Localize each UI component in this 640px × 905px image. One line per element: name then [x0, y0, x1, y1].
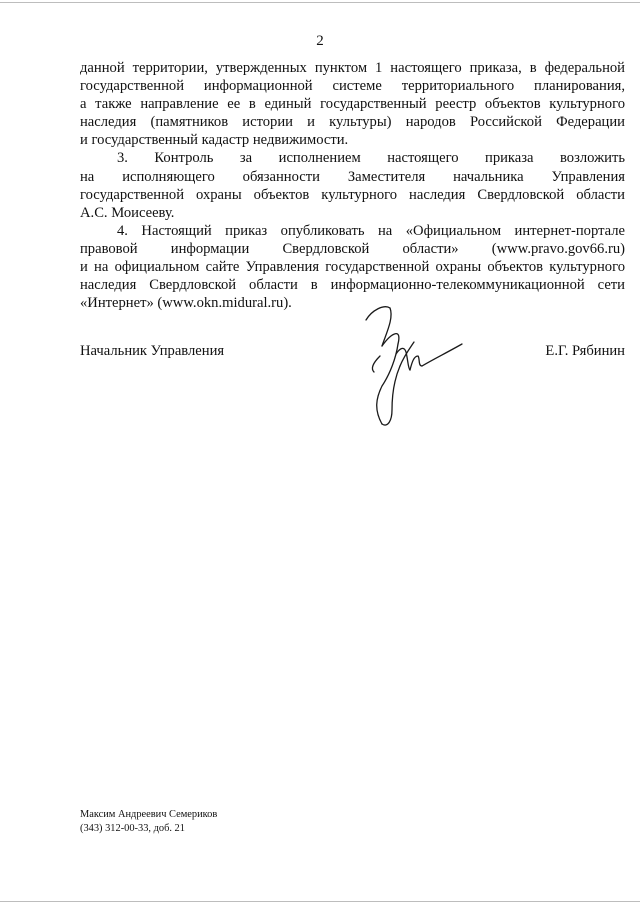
signer-title: Начальник Управления [80, 343, 225, 359]
text-line: на исполняющего обязанности Заместителя начальника Управления [80, 168, 625, 185]
text-line: государственной охраны объектов культурного наследия Свердловской области [80, 186, 625, 203]
text-line: 4. Настоящий приказ опубликовать на «Официальном интернет-портале [117, 222, 625, 239]
text-line: а также направление ее в единый государственный реестр объектов культурного [80, 96, 625, 113]
text-line: «Интернет» (www.okn.midural.ru). [80, 295, 292, 312]
page-number: 2 [316, 33, 324, 49]
page-top-edge [0, 2, 640, 3]
text-line: 3. Контроль за исполнением настоящего приказа возложить [117, 150, 625, 167]
text-line: государственной информационной системе территориального планирования, [80, 78, 625, 95]
signer-name: Е.Г. Рябинин [545, 343, 625, 359]
document-body [80, 59, 625, 312]
text-line: и государственный кадастр недвижимости. [80, 132, 349, 149]
text-line: наследия Свердловской области в информационно-телекоммуникационной сети [80, 277, 625, 294]
handwritten-signature [352, 300, 482, 435]
text-line: правовой информации Свердловской области» (www.pravo.gov66.ru) [80, 240, 625, 257]
paragraph-4 [80, 222, 625, 312]
text-line: наследия (памятников истории и культуры) народов Российской Федерации [80, 114, 625, 131]
text-line: А.С. Моисееву. [80, 204, 175, 221]
executor-phone: (343) 312-00-33, доб. 21 [80, 822, 185, 834]
text-line: данной территории, утвержденных пунктом 1 настоящего приказа, в федеральной [80, 60, 625, 76]
page-bottom-edge [0, 901, 640, 902]
signature-block [80, 340, 625, 440]
text-line: и на официальном сайте Управления государственной охраны объектов культурного [80, 259, 625, 276]
executor-name: Максим Андреевич Семериков [80, 809, 218, 820]
paragraph-continuation [80, 59, 625, 149]
executor-info [80, 808, 217, 835]
paragraph-3 [80, 149, 625, 221]
